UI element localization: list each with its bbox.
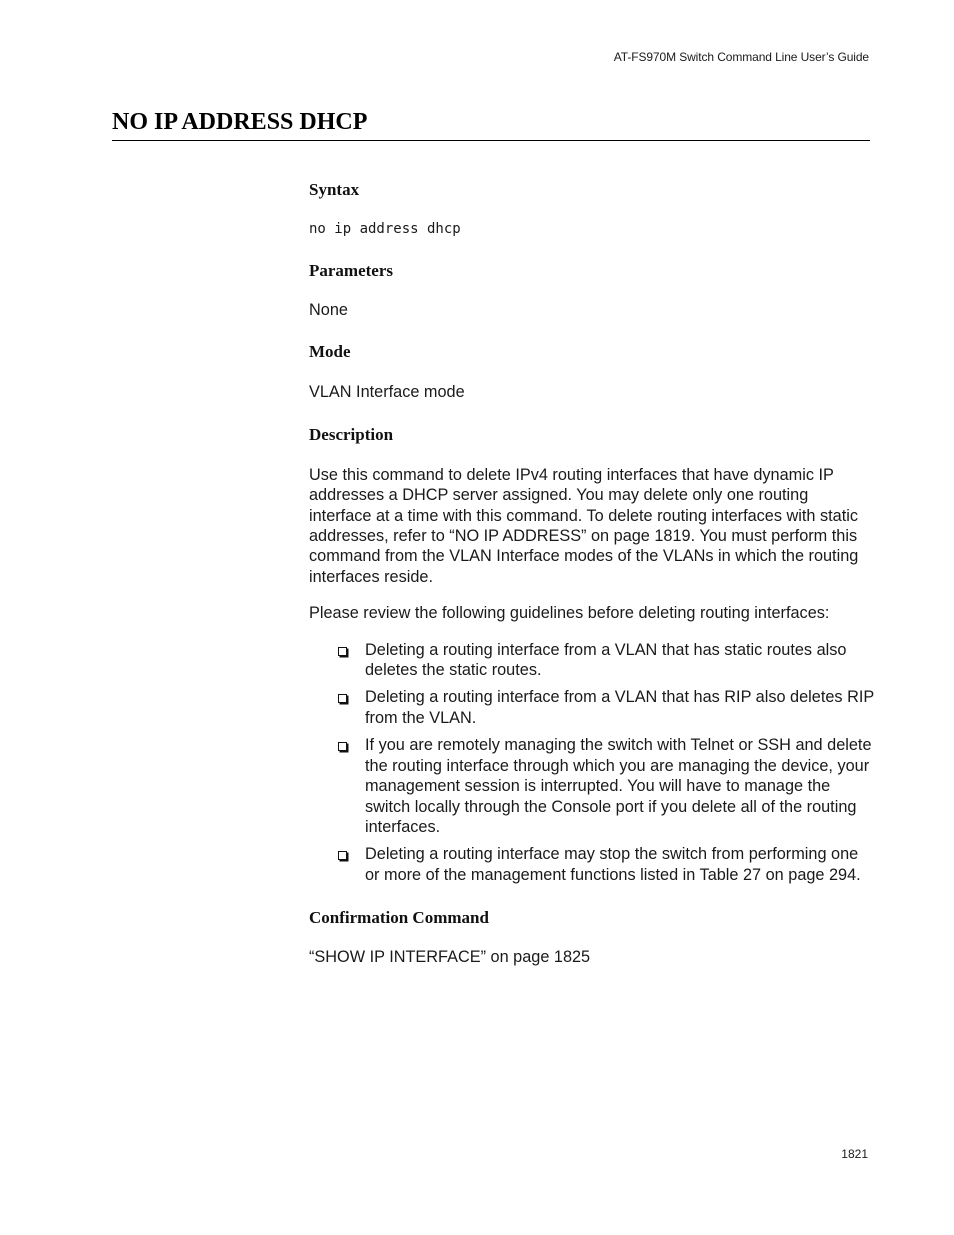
checkbox-bullet-icon — [338, 694, 347, 703]
parameters-heading: Parameters — [309, 261, 394, 280]
list-item-text: Deleting a routing interface from a VLAN that has RIP also deletes RIP from the VLAN. — [365, 688, 874, 727]
page-title: NO IP ADDRESS DHCP — [112, 109, 368, 135]
list-item-text: If you are remotely managing the switch with Telnet or SSH and delete the routing interface through which you are managing the device, your management session is interrupted. You will have to manage the switch locally through the Console port if you delete all of the routing interfaces. — [365, 736, 872, 836]
list-item — [365, 687, 874, 728]
list-item-text: Deleting a routing interface from a VLAN that has static routes also deletes the static routes. — [365, 640, 847, 680]
mode-text: VLAN Interface mode — [309, 383, 465, 402]
page-number: 1821 — [841, 1147, 868, 1161]
checkbox-bullet-icon — [338, 647, 347, 656]
parameters-text: None — [309, 301, 348, 319]
guidelines-list — [309, 640, 874, 885]
list-item — [365, 640, 874, 681]
checkbox-bullet-icon — [338, 851, 347, 860]
mode-heading: Mode — [309, 342, 351, 362]
running-header: AT-FS970M Switch Command Line User’s Guide — [613, 50, 869, 64]
list-item-text: Deleting a routing interface may stop the switch from performing one or more of the management functions listed in Table 27 on page 294. — [365, 845, 861, 884]
description-heading: Description — [309, 424, 394, 444]
guidelines-intro: Please review the following guidelines before deleting routing interfaces: — [309, 604, 830, 623]
content-body — [309, 180, 874, 968]
confirmation-heading: Confirmation Command — [309, 908, 489, 928]
syntax-code: no ip address dhcp — [309, 221, 461, 237]
list-item — [365, 735, 874, 837]
description-paragraph: Use this command to delete IPv4 routing interfaces that have dynamic IP addresses a DHCP server assigned. You may delete only one routing interface at a time with this command. To delete routing interfaces with static addresses, refer to “NO IP ADDRESS” on page 1819. You must perform this command from the VLAN Interface modes of the VLANs in which the routing interfaces reside. — [309, 465, 859, 586]
confirmation-link[interactable]: “SHOW IP INTERFACE” on page 1825 — [309, 948, 591, 967]
list-item — [365, 844, 874, 885]
syntax-heading: Syntax — [309, 180, 360, 199]
checkbox-bullet-icon — [338, 742, 347, 751]
title-rule — [112, 140, 870, 141]
